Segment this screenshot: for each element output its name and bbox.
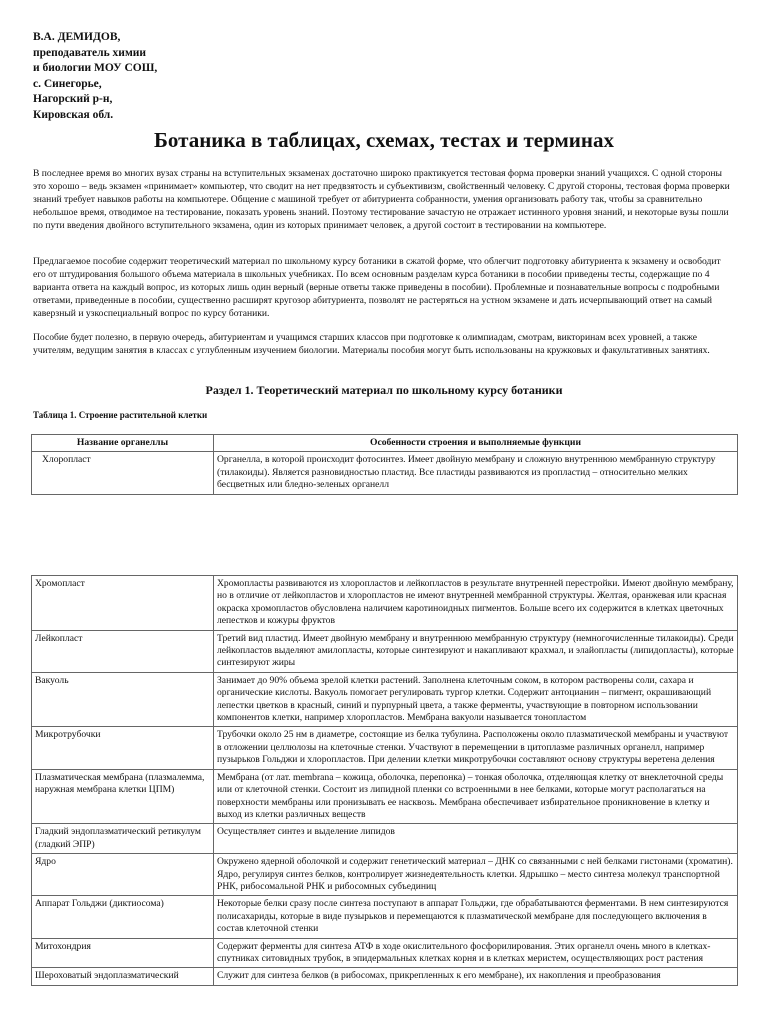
table-row — [32, 854, 738, 896]
organelle-name: Хромопласт — [32, 576, 214, 631]
table-row — [32, 576, 738, 631]
table-row — [32, 452, 738, 494]
column-header: Название органеллы — [32, 435, 214, 452]
organelle-table-part1 — [31, 434, 738, 495]
author-line: преподаватель химии — [33, 46, 147, 59]
table-row — [32, 824, 738, 854]
table-header-row — [32, 435, 738, 452]
organelle-table-part2 — [31, 575, 738, 986]
table-row — [32, 938, 738, 968]
author-line: Кировская обл. — [33, 108, 114, 121]
table-row — [32, 769, 738, 824]
table-row — [32, 896, 738, 938]
organelle-description: Мембрана (от лат. membrana – кожица, оболочка, перепонка) – тонкая оболочка, отделяющая клетку от внеклеточной среды или от клеточной стенки. Состоит из липидной пленки со встроенными в нее белками, которые могут располагаться на поверхности мембраны или пронизывать ее насквозь. Мембрана обеспечивает избирательное проникновение в клетку и выход из клетки различных веществ — [214, 769, 738, 824]
intro-paragraph: Пособие будет полезно, в первую очередь, абитуриентам и учащимся старших классов при подготовке к олимпиадам, смотрам, викторинам всех уровней, а также учителям, ведущим занятия в классах с углубленным изучением биологии. Материалы пособия могут быть использованы на кружковых и факультативных занятиях. — [33, 332, 710, 356]
organelle-description: Органелла, в которой происходит фотосинтез. Имеет двойную мембрану и сложную внутреннюю мембранную структуру (тилакоиды). Является разновидностью пластид. Все пластиды развиваются из пропластид – относительно мелких бесцветных или бледно-зеленых органелл — [214, 452, 738, 494]
organelle-name: Лейкопласт — [32, 630, 214, 672]
page-title: Ботаника в таблицах, схемах, тестах и терминах — [154, 128, 614, 152]
organelle-description: Некоторые белки сразу после синтеза поступают в аппарат Гольджи, где обрабатываются ферментами. В нем синтезируются полисахариды, которые в виде пузырьков и перемещаются к плазматической мембране для последующего включения в состав клеточной стенки — [214, 896, 738, 938]
organelle-name: Гладкий эндоплазматический ретикулум (гладкий ЭПР) — [32, 824, 214, 854]
organelle-name: Шероховатый эндоплазматический — [32, 968, 214, 985]
author-line: В.А. ДЕМИДОВ, — [33, 31, 121, 43]
table-row — [32, 727, 738, 769]
organelle-description: Служит для синтеза белков (в рибосомах, прикрепленных к его мембране), их накопления и преобразования — [214, 968, 738, 985]
author-line: и биологии МОУ СОШ, — [33, 62, 158, 74]
organelle-name: Микротрубочки — [32, 727, 214, 769]
organelle-description: Окружено ядерной оболочкой и содержит генетический материал – ДНК со связанными с ней белками гистонами (хроматин). Ядро, регулируя синтез белков, контролирует жизнедеятельность клетки. Ядрышко – место синтеза молекул транспортной РНК, рибосомальной РНК и рибосомных субъединиц — [214, 854, 738, 896]
organelle-description: Третий вид пластид. Имеет двойную мембрану и внутреннюю мембранную структуру (немногочисленные тилакоиды). Среди лейкопластов выделяют амилопласты, которые синтезируют и накапливают крахмал, и элайопласты (липидопласты), которые синтезируют жиры — [214, 630, 738, 672]
organelle-name: Хлоропласт — [32, 452, 214, 494]
author-line: Нагорский р-н, — [33, 93, 113, 105]
author-block — [33, 30, 157, 123]
organelle-name: Митохондрия — [32, 938, 214, 968]
intro-paragraph: В последнее время во многих вузах страны на вступительных экзаменах достаточно широко практикуется тестовая форма проверки знаний учащихся. С одной стороны это хорошо – ведь экзамен «принимает» компьютер, что сводит на нет предвзятость и субъективизм, свойственный человеку. С другой стороны, тестовая форма проверки знаний требует навыков работы на компьютере. Общение с машиной требует от абитуриента собранности, умения организовать работу так, чтобы за сравнительно небольшое время, отводимое на тестирование, показать уровень знаний. Поэтому тестирование зачастую не отражает истинного уровня знаний, и некоторые вузы пошли по пути введения двойного вступительного экзамена, один из которых принимает человек, а другой состоит в тестировании на компьютере. — [33, 168, 730, 231]
organelle-name: Вакуоль — [32, 672, 214, 727]
section-title: Раздел 1. Теоретический материал по школьному курсу ботаники — [205, 383, 563, 397]
organelle-name: Аппарат Гольджи (диктиосома) — [32, 896, 214, 938]
table-row — [32, 630, 738, 672]
organelle-name: Ядро — [32, 854, 214, 896]
organelle-description: Занимает до 90% объема зрелой клетки растений. Заполнена клеточным соком, в котором растворены соли, сахара и органические кислоты. Вакуоль помогает регулировать тургор клетки. Содержит антоцианин – пигмент, окрашивающий лепестки цветков в красный, синий и пурпурный цвета, а также ферменты, участвующие в повторном использовании компонентов клетки, например хлоропластов. Мембрана вакуоли называется тонопластом — [214, 672, 738, 727]
organelle-description: Трубочки около 25 нм в диаметре, состоящие из белка тубулина. Расположены около плазматической мембраны и участвуют в отложении целлюлозы на клеточные стенки. Участвуют в перемещении в цитоплазме различных органелл, например пузырьков Гольджи и хлоропластов. При делении клетки микротрубочки составляют основу структуры веретена деления — [214, 727, 738, 769]
organelle-description: Осуществляет синтез и выделение липидов — [214, 824, 738, 854]
organelle-description: Содержит ферменты для синтеза АТФ в ходе окислительного фосфорилирования. Этих органелл очень много в клетках-спутниках ситовидных трубок, в эпидермальных клетках корня и в клетках меристем, осуществляющих рост растения — [214, 938, 738, 968]
intro-paragraph: Предлагаемое пособие содержит теоретический материал по школьному курсу ботаники в сжатой форме, что облегчит подготовку абитуриента к экзамену и освободит его от штудирования большого объема материала в школьных учебниках. По всем основным разделам курса ботаники в пособии приведены тесты, содержащие по 4 варианта ответа на каждый вопрос, из которых лишь один верный (верные ответы также приведены в пособии). Проблемные и познавательные вопросы с подробными ответами, приведенные в пособии, существенно расширят кругозор абитуриента, позволят не растеряться на устном экзамене и дать исчерпывающий ответ на самый каверзный и узкоспециальный вопрос по курсу ботаники. — [33, 256, 721, 319]
table-row — [32, 968, 738, 985]
table-row — [32, 672, 738, 727]
organelle-description: Хромопласты развиваются из хлоропластов и лейкопластов в результате внутренней перестройки. Имеют двойную мембрану, но в отличие от лейкопластов и хлоропластов не имеют внутренней мембранной структуры. Желтая, оранжевая или красная окраска хромопластов обусловлена наличием каротиноидных пигментов. Больше всего их содержится в клетках цветочных лепестков и кожуры фруктов — [214, 576, 738, 631]
author-line: с. Синегорье, — [33, 77, 102, 90]
organelle-name: Плазматическая мембрана (плазмалемма, наружная мембрана клетки ЦПМ) — [32, 769, 214, 824]
table-caption: Таблица 1. Строение растительной клетки — [33, 410, 208, 420]
column-header: Особенности строения и выполняемые функции — [214, 435, 738, 452]
